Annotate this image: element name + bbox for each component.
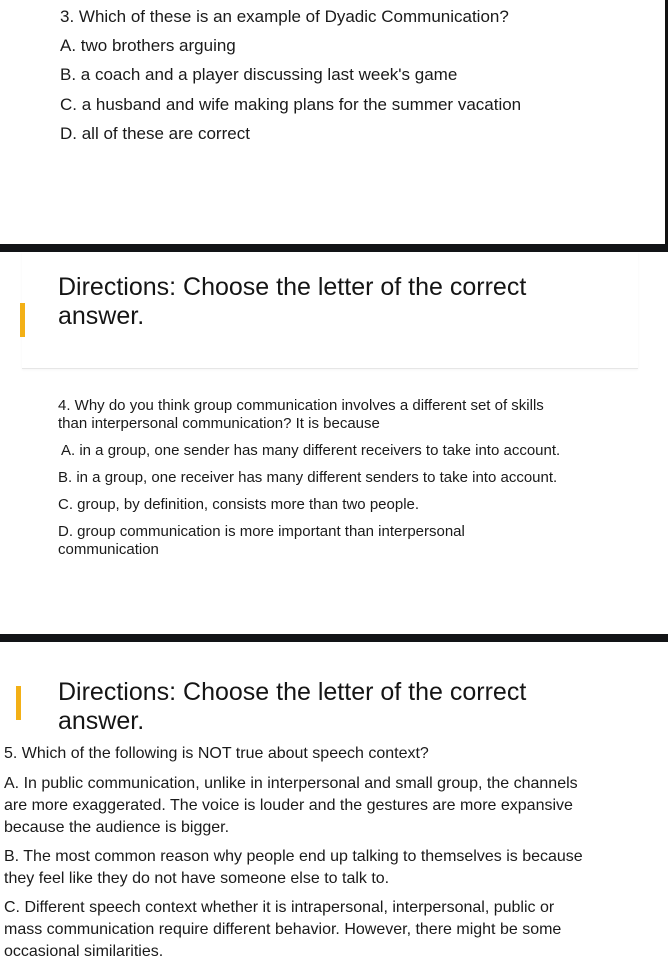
- directions-heading-2: [58, 678, 526, 736]
- q5-option-a-line-3: because the audience is bigger.: [4, 819, 230, 836]
- question-5-text: 5. Which of the following is NOT true about speech context?: [4, 745, 429, 762]
- q4-option-d-line-1: D. group communication is more important than interpersonal: [58, 523, 465, 540]
- q4-option-d: [58, 523, 628, 559]
- section-divider: [0, 244, 668, 252]
- directions-line-1: Directions: Choose the letter of the correct: [58, 273, 527, 301]
- q3-option-d: D. all of these are correct: [60, 123, 250, 143]
- question-5-block: [4, 744, 644, 970]
- question-4-line-2: than interpersonal communication? It is because: [58, 415, 380, 432]
- directions-accent-bar-2: [16, 686, 21, 720]
- question-4-line-1: 4. Why do you think group communication involves a different set of skills: [58, 397, 544, 414]
- question-3-block: [60, 6, 660, 152]
- q5-option-a-line-1: A. In public communication, unlike in interpersonal and small group, the channels: [4, 775, 578, 792]
- q3-option-a: A. two brothers arguing: [60, 36, 236, 56]
- q5-option-a: [4, 773, 644, 839]
- q5-option-c-line-3: occasional similarities.: [4, 943, 164, 960]
- q4-option-a: A. in a group, one sender has many different receivers to take into account.: [61, 442, 561, 459]
- question-4-text: [58, 397, 628, 433]
- q5-option-b: [4, 846, 644, 890]
- question-4-block: [58, 397, 628, 568]
- q5-option-a-line-2: are more exaggerated. The voice is louder and the gestures are more expansive: [4, 797, 573, 814]
- q3-option-b: B. a coach and a player discussing last week's game: [60, 65, 458, 85]
- q3-option-c: C. a husband and wife making plans for the summer vacation: [60, 94, 522, 114]
- q5-option-c: [4, 897, 644, 963]
- q4-option-d-line-2: communication: [58, 541, 159, 558]
- directions-2-line-2: answer.: [58, 707, 145, 735]
- directions-2-line-1: Directions: Choose the letter of the correct: [58, 678, 527, 706]
- directions-line-2: answer.: [58, 302, 145, 330]
- q5-option-b-line-1: B. The most common reason why people end up talking to themselves is because: [4, 848, 583, 865]
- q5-option-c-line-2: mass communication require different behavior. However, there might be some: [4, 921, 562, 938]
- q4-option-c: C. group, by definition, consists more than two people.: [58, 496, 420, 513]
- section-divider-2: [0, 634, 668, 642]
- question-3-text: 3. Which of these is an example of Dyadic Communication?: [60, 7, 509, 26]
- q5-option-c-line-1: C. Different speech context whether it is intrapersonal, interpersonal, public or: [4, 899, 555, 916]
- q4-option-b: B. in a group, one receiver has many different senders to take into account.: [58, 469, 558, 486]
- q5-option-b-line-2: they feel like they do not have someone else to talk to.: [4, 870, 390, 887]
- directions-accent-bar: [20, 303, 25, 337]
- directions-heading: [58, 273, 526, 331]
